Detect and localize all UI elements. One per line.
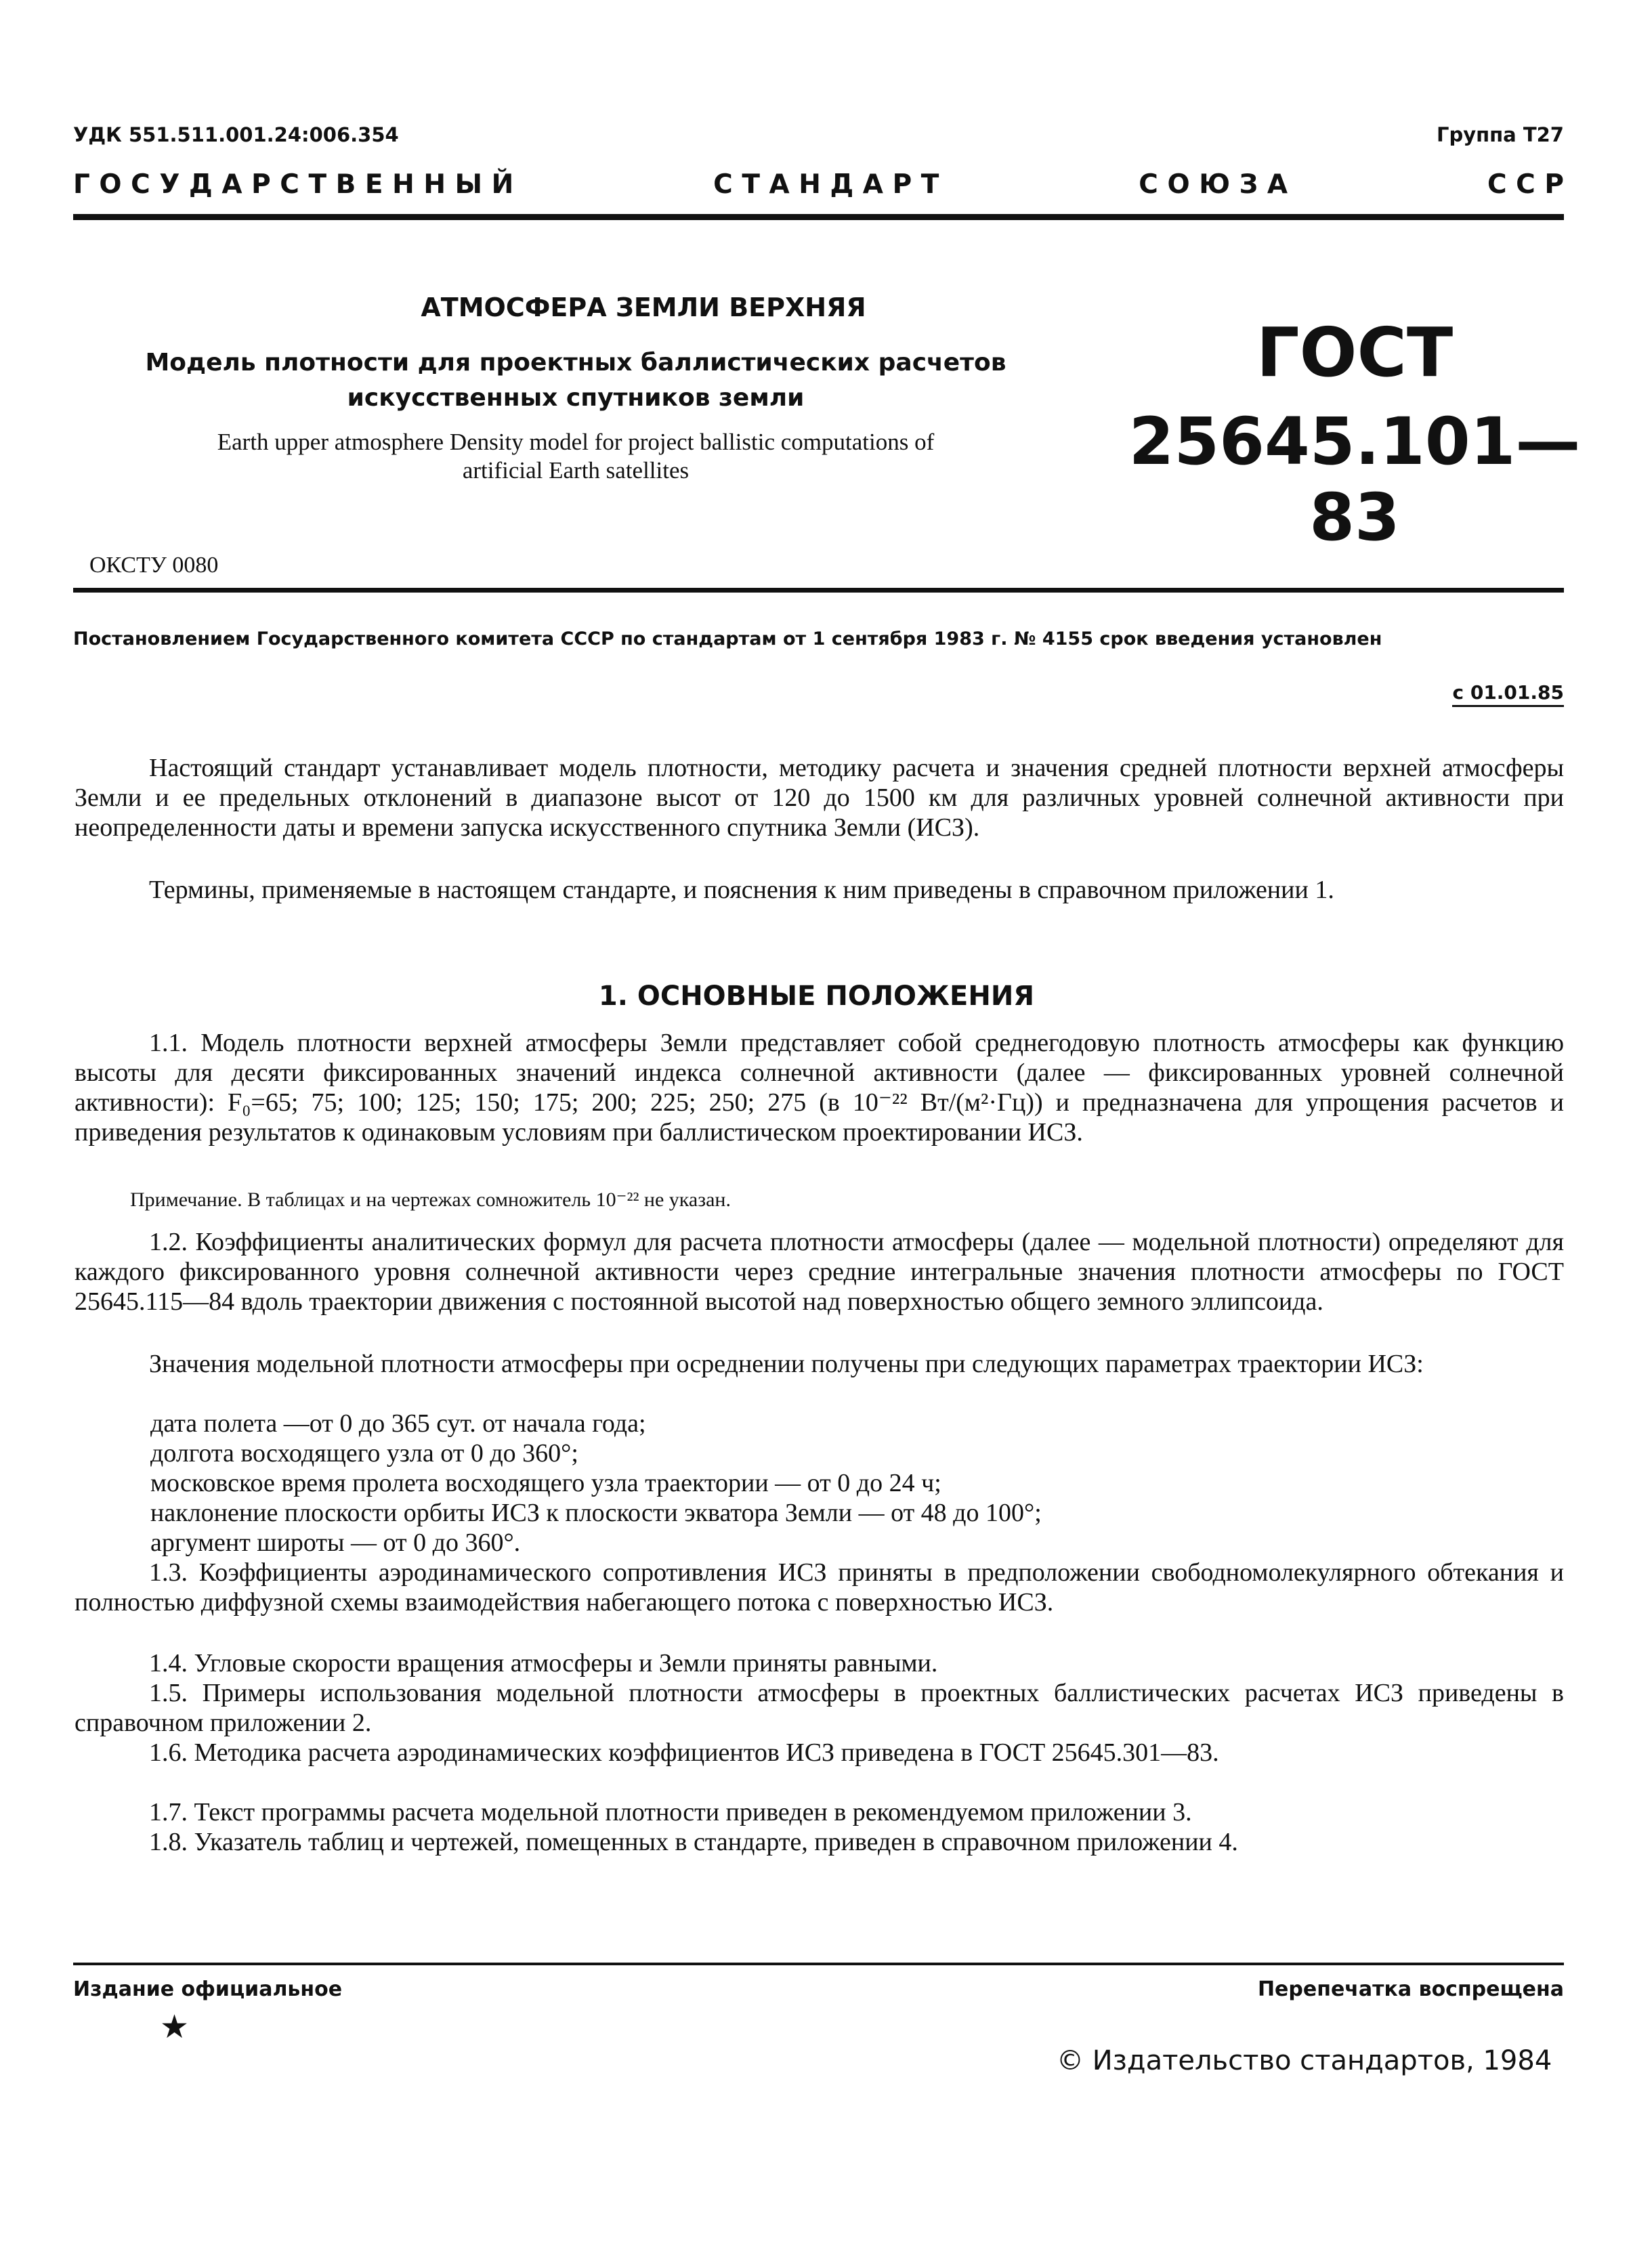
- edition-label: Издание официальное: [73, 1977, 343, 2001]
- gost-number: 25645.101—83: [1128, 404, 1581, 555]
- param-item: долгота восходящего узла от 0 до 360°;: [150, 1439, 578, 1468]
- param-item: аргумент широты — от 0 до 360°.: [150, 1528, 521, 1557]
- clause-1-2: 1.2. Коэффициенты аналитических формул для расчета плотности атмосферы (далее — модельной плотности) определяют для каждого фиксированного уровня солнечной активности через средние интегральные значения плотности атмосферы по ГОСТ 25645.115—84 вдоль траектории движения с постоянной высотой над поверхностью общего земного эллипсоида.: [75, 1228, 1564, 1316]
- clause-1-3: 1.3. Коэффициенты аэродинамического сопротивления ИСЗ приняты в предположении свободномолекулярного обтекания и полностью диффузной схемы взаимодействия набегающего потока с поверхностью ИСЗ.: [75, 1558, 1564, 1617]
- state-word-2: С Т А Н Д А Р Т: [713, 169, 939, 200]
- resolution-text: Постановлением Государственного комитета СССР по стандартам от 1 сентября 1983 г. № 4155 срок введения установлен: [73, 628, 1382, 649]
- param-item: наклонение плоскости орбиты ИСЗ к плоскости экватора Земли — от 48 до 100°;: [150, 1499, 1042, 1527]
- english-title-line-1: Earth upper atmosphere Density model for project ballistic computations of: [217, 429, 935, 455]
- clause-1-4: 1.4. Угловые скорости вращения атмосферы и Земли приняты равными.: [149, 1649, 938, 1677]
- document-title: АТМОСФЕРА ЗЕМЛИ ВЕРХНЯЯ: [421, 293, 866, 322]
- reprint-notice: Перепечатка воспрещена: [1257, 1977, 1564, 2001]
- intro-paragraph-2: Термины, применяемые в настоящем стандарте, и пояснения к ним приведены в справочном приложении 1.: [149, 876, 1334, 904]
- state-word-3: С О Ю З А: [1139, 169, 1288, 200]
- state-standard-heading: [73, 169, 1564, 200]
- clause-1-5: 1.5. Примеры использования модельной плотности атмосферы в проектных баллистических расчетах ИСЗ приведены в справочном приложении 2.: [75, 1679, 1564, 1737]
- english-title: [135, 428, 1016, 485]
- gost-label: ГОСТ: [1256, 313, 1454, 392]
- section-title: 1. ОСНОВНЫЕ ПОЛОЖЕНИЯ: [598, 981, 1035, 1012]
- clause-1-1: 1.1. Модель плотности верхней атмосферы Земли представляет собой среднегодовую плотность атмосферы как функцию высоты для десяти фиксированных значений индекса солнечной активности (далее — фиксированных уровней солнечной активности): F₀=65; 75; 100; 125; 150; 175; 200; 225; 250; 275 (в 10⁻²² Вт/(м²·Гц)) и предназначена для упрощения расчетов и приведения результатов к одинаковым условиям при баллистическом проектировании ИСЗ.: [75, 1029, 1564, 1147]
- copyright-notice: © Издательство стандартов, 1984: [1057, 2045, 1552, 2076]
- note: Примечание. В таблицах и на чертежах сомножитель 10⁻²² не указан.: [130, 1189, 731, 1211]
- state-word-1: Г О С У Д А Р С Т В Е Н Н Ы Й: [73, 169, 514, 200]
- udk-code: УДК 551.511.001.24:006.354: [73, 123, 399, 146]
- document-subtitle: [135, 345, 1016, 416]
- footer-rule: [73, 1963, 1564, 1965]
- clause-1-6: 1.6. Методика расчета аэродинамических коэффициентов ИСЗ приведена в ГОСТ 25645.301—83.: [149, 1738, 1219, 1767]
- okstu-rule: [73, 588, 1564, 593]
- subtitle-line-1: Модель плотности для проектных баллистических расчетов: [145, 349, 1006, 377]
- okstu-code: ОКСТУ 0080: [89, 553, 219, 578]
- intro-paragraph-1: Настоящий стандарт устанавливает модель плотности, методику расчета и значения средней плотности верхней атмосферы Земли и ее предельных отклонений в диапазоне высот от 120 до 1500 км для различных уровней солнечной активности при неопределенности даты и времени запуска искусственного спутника Земли (ИСЗ).: [75, 754, 1564, 842]
- param-item: московское время пролета восходящего узла траектории — от 0 до 24 ч;: [150, 1469, 941, 1497]
- effective-date: с 01.01.85: [1452, 681, 1564, 707]
- clause-1-2-params-intro: Значения модельной плотности атмосферы при осреднении получены при следующих параметрах траектории ИСЗ:: [149, 1350, 1424, 1378]
- group-code: Группа Т27: [1436, 123, 1564, 146]
- subtitle-line-2: искусственных спутников земли: [347, 384, 805, 412]
- clause-1-8: 1.8. Указатель таблиц и чертежей, помещенных в стандарте, приведен в справочном приложении 4.: [149, 1828, 1238, 1856]
- param-item: дата полета —от 0 до 365 сут. от начала года;: [150, 1409, 646, 1438]
- star-icon: ★: [160, 2008, 190, 2046]
- state-word-4: С С Р: [1487, 169, 1564, 200]
- clause-1-7: 1.7. Текст программы расчета модельной плотности приведен в рекомендуемом приложении 3.: [149, 1798, 1192, 1826]
- header-rule: [73, 214, 1564, 220]
- english-title-line-2: artificial Earth satellites: [462, 457, 690, 484]
